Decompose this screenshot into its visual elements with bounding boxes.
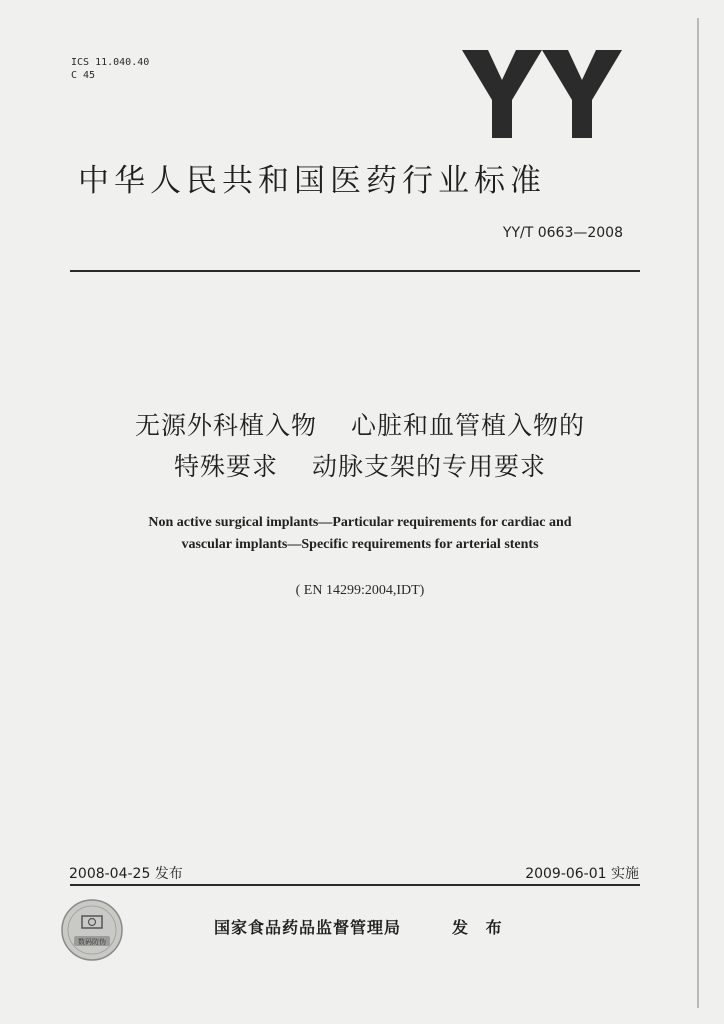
title-cn-l1-b: 心脏和血管植入物的 (351, 411, 586, 440)
chinese-title-line-1 (40, 405, 680, 446)
equivalence-statement: ( EN 14299:2004,IDT) (295, 583, 425, 598)
english-title-line-1: Non active surgical implants—Particular requirements for cardiac and (148, 515, 572, 530)
classification-codes (71, 56, 149, 82)
standard-number: YY/T 0663—2008 (502, 225, 623, 241)
ccs-code: C 45 (71, 70, 96, 81)
page-edge-line (697, 18, 699, 1008)
title-cn-l1-a: 无源外科植入物 (134, 411, 317, 440)
chinese-title-line-2 (40, 446, 680, 487)
title-cn-l2-a: 特殊要求 (173, 452, 278, 481)
yy-logo (462, 50, 622, 142)
top-rule (70, 270, 640, 272)
implementation-date: 2009-06-01 实施 (525, 866, 639, 882)
issue-date: 2008-04-25 发布 (69, 866, 183, 882)
chinese-title (40, 405, 680, 487)
english-title-line-2: vascular implants—Specific requirements for arterial stents (181, 537, 539, 552)
anti-counterfeit-seal-icon (60, 898, 124, 962)
ics-code: ICS 11.040.40 (71, 57, 150, 68)
seal-label: 数码防伪 (78, 938, 106, 946)
publish-label: 发 布 (452, 918, 508, 937)
bottom-rule (70, 884, 640, 886)
english-title (70, 512, 650, 556)
title-cn-l2-b: 动脉支架的专用要求 (312, 452, 547, 481)
org-title: 中华人民共和国医药行业标准 (78, 163, 546, 199)
publisher-name: 国家食品药品监督管理局 (214, 918, 402, 937)
